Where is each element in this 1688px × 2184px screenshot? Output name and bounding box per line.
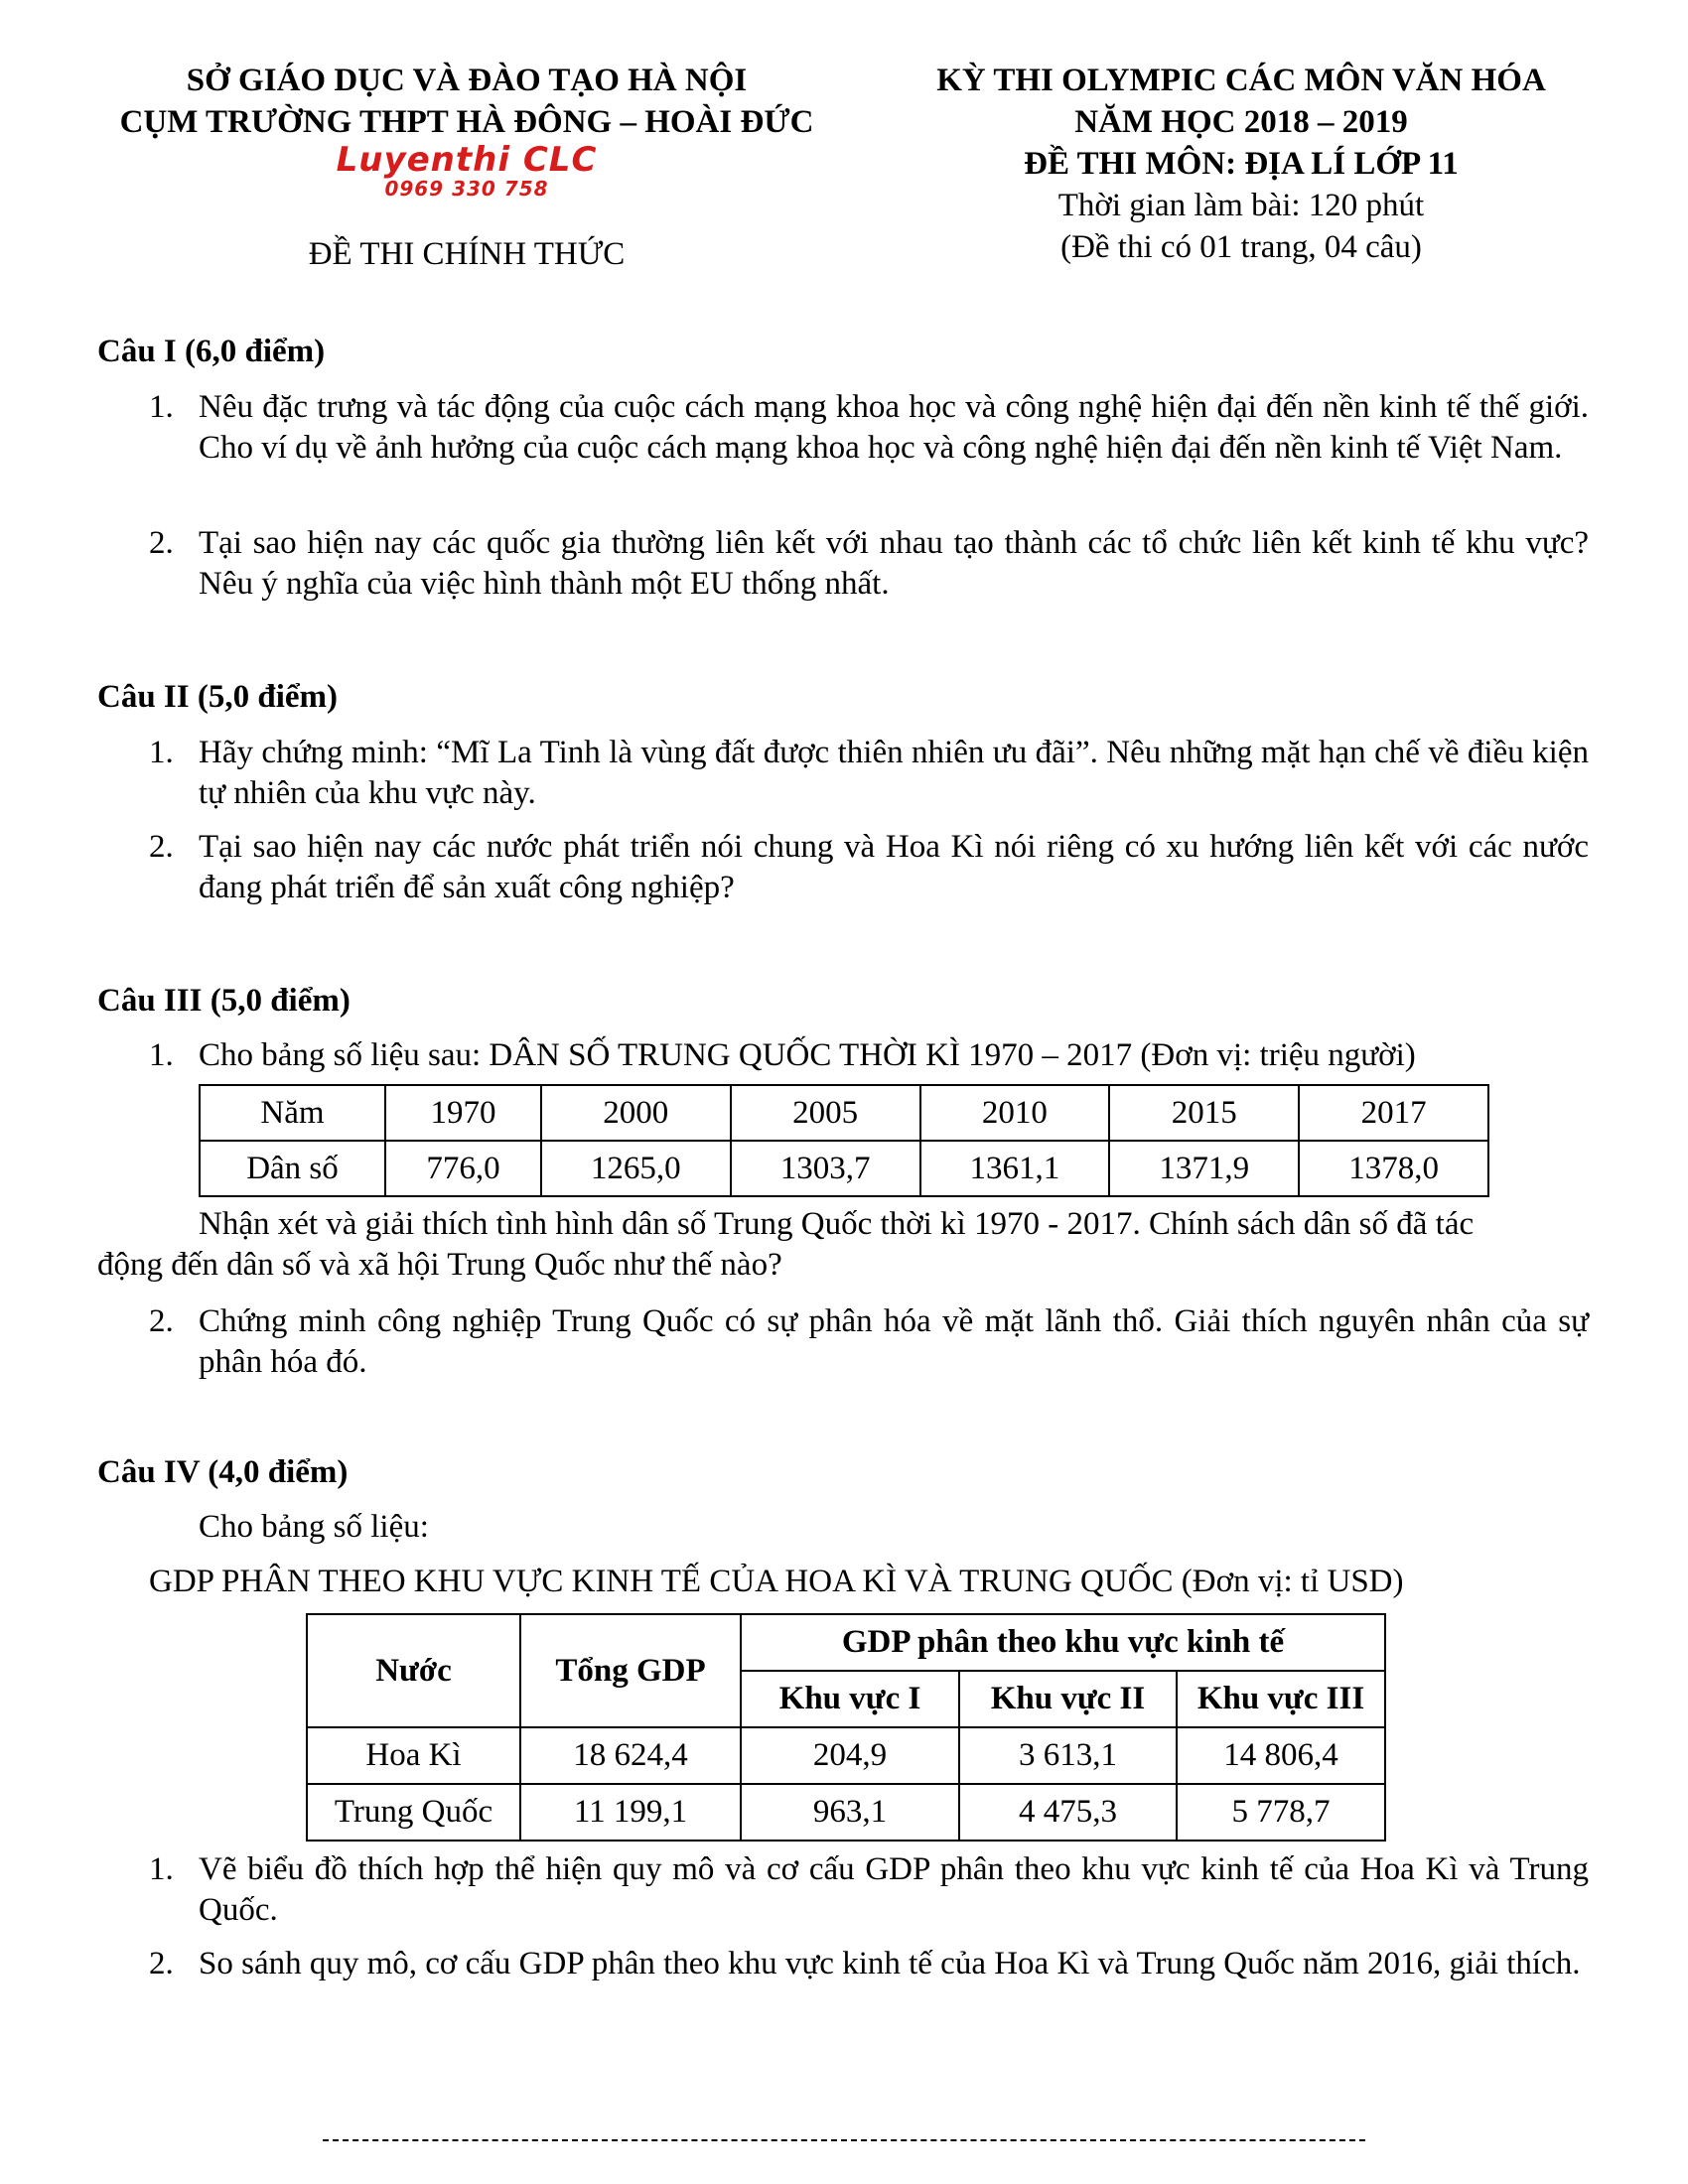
table-header-sector-1: Khu vực I xyxy=(741,1671,959,1727)
table-cell: Năm xyxy=(200,1085,385,1141)
table-cell: 776,0 xyxy=(385,1141,541,1196)
table-cell: Hoa Kì xyxy=(307,1727,520,1784)
table-cell: 3 613,1 xyxy=(959,1727,1177,1784)
item-text: Nêu đặc trưng và tác động của cuộc cách mạng khoa học và công nghệ hiện đại đến nền kinh tế thế giới. Cho ví dụ về ảnh hưởng của cuộc cách mạng khoa học và công nghệ hiện đại đến nền kinh tế Việt Nam. xyxy=(199,389,1589,466)
official-label: ĐỀ THI CHÍNH THỨC xyxy=(308,236,626,272)
item-number: 1. xyxy=(149,389,174,425)
table-cell: 5 778,7 xyxy=(1177,1784,1385,1841)
table-cell: 11 199,1 xyxy=(520,1784,741,1841)
question-4-item-1 xyxy=(149,1849,1589,1931)
item-number: 1. xyxy=(149,1037,174,1073)
item-number: 2. xyxy=(149,1946,174,1981)
table-header-row xyxy=(307,1614,1385,1671)
table-cell: 18 624,4 xyxy=(520,1727,741,1784)
header-left xyxy=(70,60,864,205)
school-cluster-name: CỤM TRƯỜNG THPT HÀ ĐÔNG – HOÀI ĐỨC xyxy=(119,104,814,140)
question-3-item-1 xyxy=(149,1035,1589,1076)
exam-subject: ĐỀ THI MÔN: ĐỊA LÍ LỚP 11 xyxy=(1024,146,1459,182)
table-cell: 1265,0 xyxy=(541,1141,731,1196)
table-cell: 1303,7 xyxy=(731,1141,920,1196)
table-header-row xyxy=(200,1085,1488,1141)
table-cell: 4 475,3 xyxy=(959,1784,1177,1841)
table-cell: Dân số xyxy=(200,1141,385,1196)
population-table xyxy=(199,1084,1489,1197)
question-3-prompt-line-1: Nhận xét và giải thích tình hình dân số Trung Quốc thời kì 1970 - 2017. Chính sách dân số đã tác xyxy=(199,1206,1475,1242)
item-text: So sánh quy mô, cơ cấu GDP phân theo khu vực kinh tế của Hoa Kì và Trung Quốc năm 2016, giải thích. xyxy=(199,1946,1581,1981)
logo-phone: 0969 330 758 xyxy=(384,177,549,201)
question-2-item-2 xyxy=(149,827,1589,908)
gdp-table-title: GDP PHÂN THEO KHU VỰC KINH TẾ CỦA HOA KÌ VÀ TRUNG QUỐC (Đơn vị: tỉ USD) xyxy=(149,1564,1404,1599)
question-2-item-1 xyxy=(149,733,1589,814)
table-header-sector-2: Khu vực II xyxy=(959,1671,1177,1727)
table-cell: 1361,1 xyxy=(920,1141,1110,1196)
item-text: Chứng minh công nghiệp Trung Quốc có sự phân hóa về mặt lãnh thổ. Giải thích nguyên nhân của sự phân hóa đó. xyxy=(199,1303,1589,1380)
table-cell: 1371,9 xyxy=(1109,1141,1299,1196)
table-cell: 2017 xyxy=(1299,1085,1488,1141)
table-row xyxy=(200,1141,1488,1196)
table-row xyxy=(307,1727,1385,1784)
table-cell: Trung Quốc xyxy=(307,1784,520,1841)
table-header-group: GDP phân theo khu vực kinh tế xyxy=(741,1614,1385,1671)
table-header-total: Tổng GDP xyxy=(520,1614,741,1727)
question-4-title: Câu IV (4,0 điểm) xyxy=(97,1454,349,1490)
question-2-title: Câu II (5,0 điểm) xyxy=(97,679,339,715)
exam-page-info: (Đề thi có 01 trang, 04 câu) xyxy=(1060,229,1422,265)
item-text: Hãy chứng minh: “Mĩ La Tinh là vùng đất được thiên nhiên ưu đãi”. Nêu những mặt hạn chế về điều kiện tự nhiên của khu vực này. xyxy=(199,735,1589,811)
item-number: 1. xyxy=(149,735,174,770)
question-3-title: Câu III (5,0 điểm) xyxy=(97,983,351,1019)
end-divider xyxy=(323,2139,1365,2141)
table-cell: 2000 xyxy=(541,1085,731,1141)
item-text: Vẽ biểu đồ thích hợp thể hiện quy mô và cơ cấu GDP phân theo khu vực kinh tế của Hoa Kì và Trung Quốc. xyxy=(199,1851,1589,1928)
watermark-logo xyxy=(336,140,598,201)
exam-duration: Thời gian làm bài: 120 phút xyxy=(1057,188,1425,223)
table-cell: 204,9 xyxy=(741,1727,959,1784)
item-number: 2. xyxy=(149,1303,174,1339)
school-year: NĂM HỌC 2018 – 2019 xyxy=(1074,104,1408,140)
item-number: 1. xyxy=(149,1851,174,1887)
table-cell: 2005 xyxy=(731,1085,920,1141)
table-row xyxy=(307,1784,1385,1841)
table-cell: 963,1 xyxy=(741,1784,959,1841)
header-right xyxy=(884,60,1599,268)
question-1-item-1 xyxy=(149,387,1589,469)
question-1-item-2 xyxy=(149,523,1589,605)
table-header-sector-3: Khu vực III xyxy=(1177,1671,1385,1727)
question-3-item-2 xyxy=(149,1301,1589,1383)
item-text: Tại sao hiện nay các quốc gia thường liên kết với nhau tạo thành các tổ chức liên kết kinh tế khu vực? Nêu ý nghĩa của việc hình thành một EU thống nhất. xyxy=(199,525,1589,602)
table-cell: 14 806,4 xyxy=(1177,1727,1385,1784)
table-cell: 1970 xyxy=(385,1085,541,1141)
item-number: 2. xyxy=(149,829,174,865)
department-name: SỞ GIÁO DỤC VÀ ĐÀO TẠO HÀ NỘI xyxy=(186,63,748,98)
item-number: 2. xyxy=(149,525,174,561)
table-cell: 2015 xyxy=(1109,1085,1299,1141)
item-text: Cho bảng số liệu sau: DÂN SỐ TRUNG QUỐC THỜI KÌ 1970 – 2017 (Đơn vị: triệu người) xyxy=(199,1037,1416,1073)
table-cell: 1378,0 xyxy=(1299,1141,1488,1196)
question-3-prompt-line-2: động đến dân số và xã hội Trung Quốc như thế nào? xyxy=(97,1247,782,1283)
logo-name: Luyenthi CLC xyxy=(336,140,598,180)
exam-name: KỲ THI OLYMPIC CÁC MÔN VĂN HÓA xyxy=(936,63,1546,98)
item-text: Tại sao hiện nay các nước phát triển nói chung và Hoa Kì nói riêng có xu hướng liên kết với các nước đang phát triển để sản xuất công nghiệp? xyxy=(199,829,1589,905)
table-header-country: Nước xyxy=(307,1614,520,1727)
table-cell: 2010 xyxy=(920,1085,1110,1141)
gdp-table xyxy=(306,1613,1386,1842)
question-1-title: Câu I (6,0 điểm) xyxy=(97,334,326,369)
question-4-item-2 xyxy=(149,1944,1589,1984)
question-4-intro: Cho bảng số liệu: xyxy=(199,1509,429,1545)
